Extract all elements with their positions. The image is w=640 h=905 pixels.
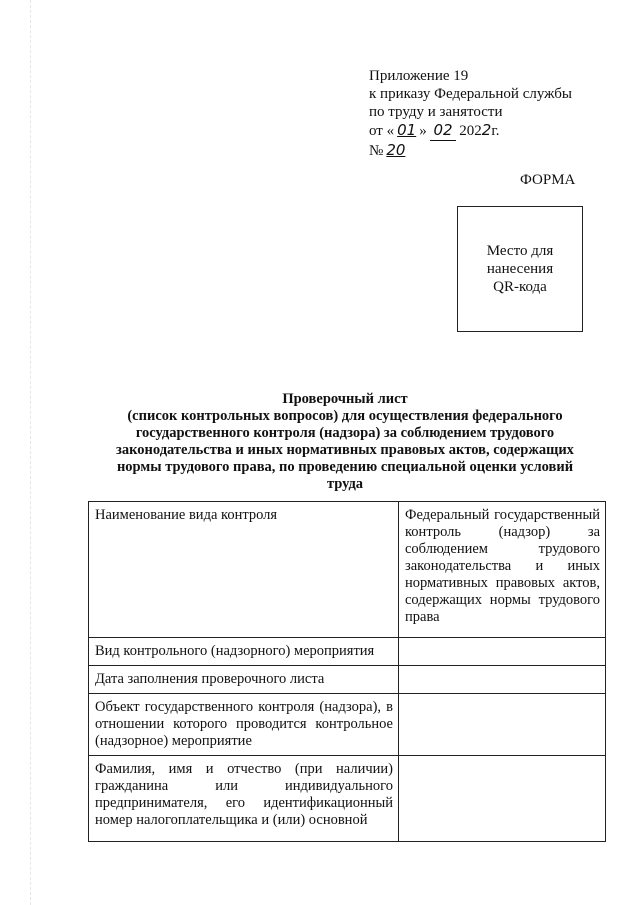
table-row bbox=[89, 694, 606, 756]
appendix-line-2: к приказу Федеральной службы bbox=[369, 86, 573, 102]
date-prefix: от « bbox=[369, 123, 395, 139]
number-handwritten: 20 bbox=[386, 141, 406, 159]
appendix-date-line bbox=[369, 121, 599, 141]
date-day-handwritten: 01 bbox=[397, 121, 417, 139]
title-line-2: (список контрольных вопросов) для осуществления федерального bbox=[127, 408, 563, 424]
date-mid: » bbox=[419, 123, 427, 139]
table-row bbox=[89, 502, 606, 638]
appendix-line-1: Приложение 19 bbox=[369, 68, 469, 84]
number-prefix: № bbox=[369, 143, 384, 159]
document-title bbox=[100, 391, 590, 493]
date-year-digit-handwritten: 2 bbox=[481, 121, 492, 139]
date-suffix: г. bbox=[491, 123, 500, 139]
date-month-handwritten: 02 bbox=[433, 121, 453, 139]
row-value bbox=[399, 694, 606, 756]
row-value bbox=[399, 756, 606, 842]
scan-edge-divider bbox=[30, 0, 31, 905]
table-row bbox=[89, 756, 606, 842]
row-value bbox=[399, 638, 606, 666]
row-value: Федеральный государственный контроль (надзор) за соблюдением трудового законодательства и иных нормативных правовых актов, содержащих нормы трудового права bbox=[399, 502, 606, 638]
form-label: ФОРМА bbox=[520, 172, 576, 188]
table-row bbox=[89, 666, 606, 694]
row-label: Объект государственного контроля (надзора), в отношении которого проводится контрольное (надзорное) мероприятие bbox=[89, 694, 399, 756]
table-row bbox=[89, 638, 606, 666]
row-label: Вид контрольного (надзорного) мероприятия bbox=[89, 638, 399, 666]
row-value bbox=[399, 666, 606, 694]
appendix-header bbox=[369, 67, 599, 160]
qr-placeholder-text bbox=[487, 242, 553, 296]
title-line-6: труда bbox=[326, 476, 364, 492]
date-month-field bbox=[430, 121, 455, 141]
qr-code-placeholder bbox=[457, 206, 583, 332]
appendix-line-3: по труду и занятости bbox=[369, 104, 503, 120]
checklist-table bbox=[88, 501, 606, 842]
title-line-3: государственного контроля (надзора) за соблюдением трудового bbox=[135, 425, 555, 441]
qr-text-line-3: QR-кода bbox=[493, 279, 547, 295]
row-label: Наименование вида контроля bbox=[89, 502, 399, 638]
qr-text-line-1: Место для bbox=[486, 243, 554, 259]
title-line-1: Проверочный лист bbox=[282, 391, 408, 407]
date-year-prefix: 202 bbox=[459, 123, 482, 139]
row-label: Фамилия, имя и отчество (при наличии) гражданина или индивидуального предпринимателя, его идентификационный номер налогоплательщика и (или) основной bbox=[89, 756, 399, 842]
appendix-number-line bbox=[369, 141, 599, 160]
title-line-5: нормы трудового права, по проведению специальной оценки условий bbox=[116, 459, 574, 475]
row-label: Дата заполнения проверочного листа bbox=[89, 666, 399, 694]
title-line-4: законодательства и иных нормативных правовых актов, содержащих bbox=[116, 442, 574, 458]
qr-text-line-2: нанесения bbox=[486, 261, 554, 277]
